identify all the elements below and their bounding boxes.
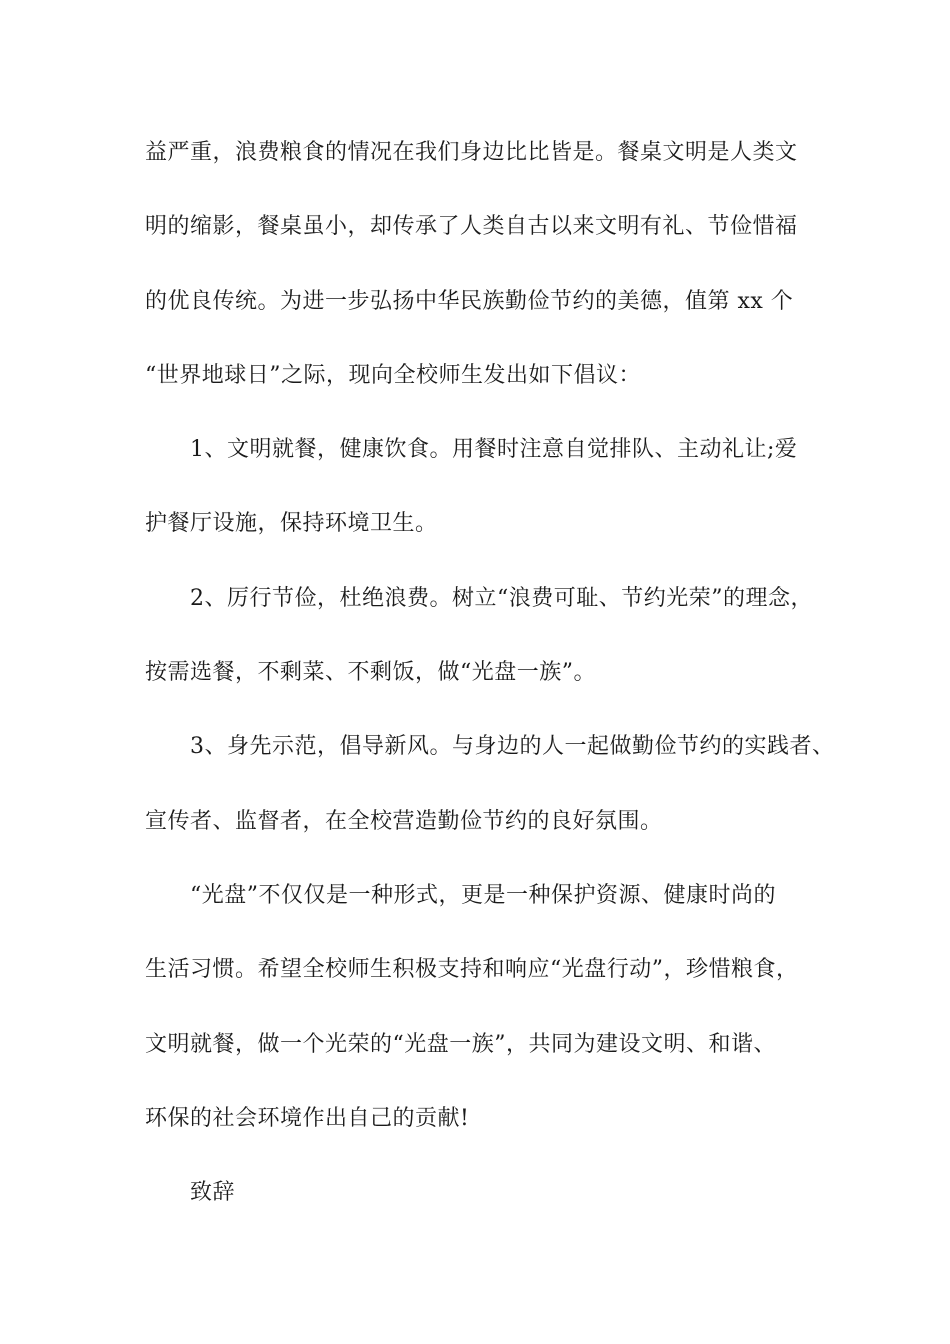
- sign-off: 致辞: [190, 1180, 236, 1205]
- proposal-item-1: 1、文明就餐，健康饮食。用餐时注意自觉排队、主动礼让;爱: [190, 437, 798, 462]
- paragraph-line: 护餐厅设施，保持环境卫生。: [145, 511, 438, 536]
- paragraph-line: 文明就餐，做一个光荣的“光盘一族”，共同为建设文明、和谐、: [145, 1032, 776, 1057]
- paragraph-line: 宣传者、监督者，在全校营造勤俭节约的良好氛围。: [145, 809, 663, 834]
- proposal-item-2: 2、厉行节俭，杜绝浪费。树立“浪费可耻、节约光荣”的理念，: [190, 586, 813, 611]
- paragraph-line: 明的缩影，餐桌虽小，却传承了人类自古以来文明有礼、节俭惜福: [145, 214, 798, 239]
- paragraph-line: 生活习惯。希望全校师生积极支持和响应“光盘行动”，珍惜粮食，: [145, 957, 799, 982]
- paragraph-line: 按需选餐，不剩菜、不剩饭，做“光盘一族”。: [145, 660, 596, 685]
- paragraph-line: “世界地球日”之际，现向全校师生发出如下倡议：: [145, 363, 641, 388]
- paragraph-line: 环保的社会环境作出自己的贡献!: [145, 1106, 470, 1131]
- closing-paragraph: “光盘”不仅仅是一种形式，更是一种保护资源、健康时尚的: [190, 883, 776, 908]
- proposal-item-3: 3、身先示范，倡导新风。与身边的人一起做勤俭节约的实践者、: [190, 734, 835, 759]
- paragraph-line: 益严重，浪费粮食的情况在我们身边比比皆是。餐桌文明是人类文: [145, 140, 798, 165]
- paragraph-line: 的优良传统。为进一步弘扬中华民族勤俭节约的美德，值第 xx 个: [145, 289, 794, 314]
